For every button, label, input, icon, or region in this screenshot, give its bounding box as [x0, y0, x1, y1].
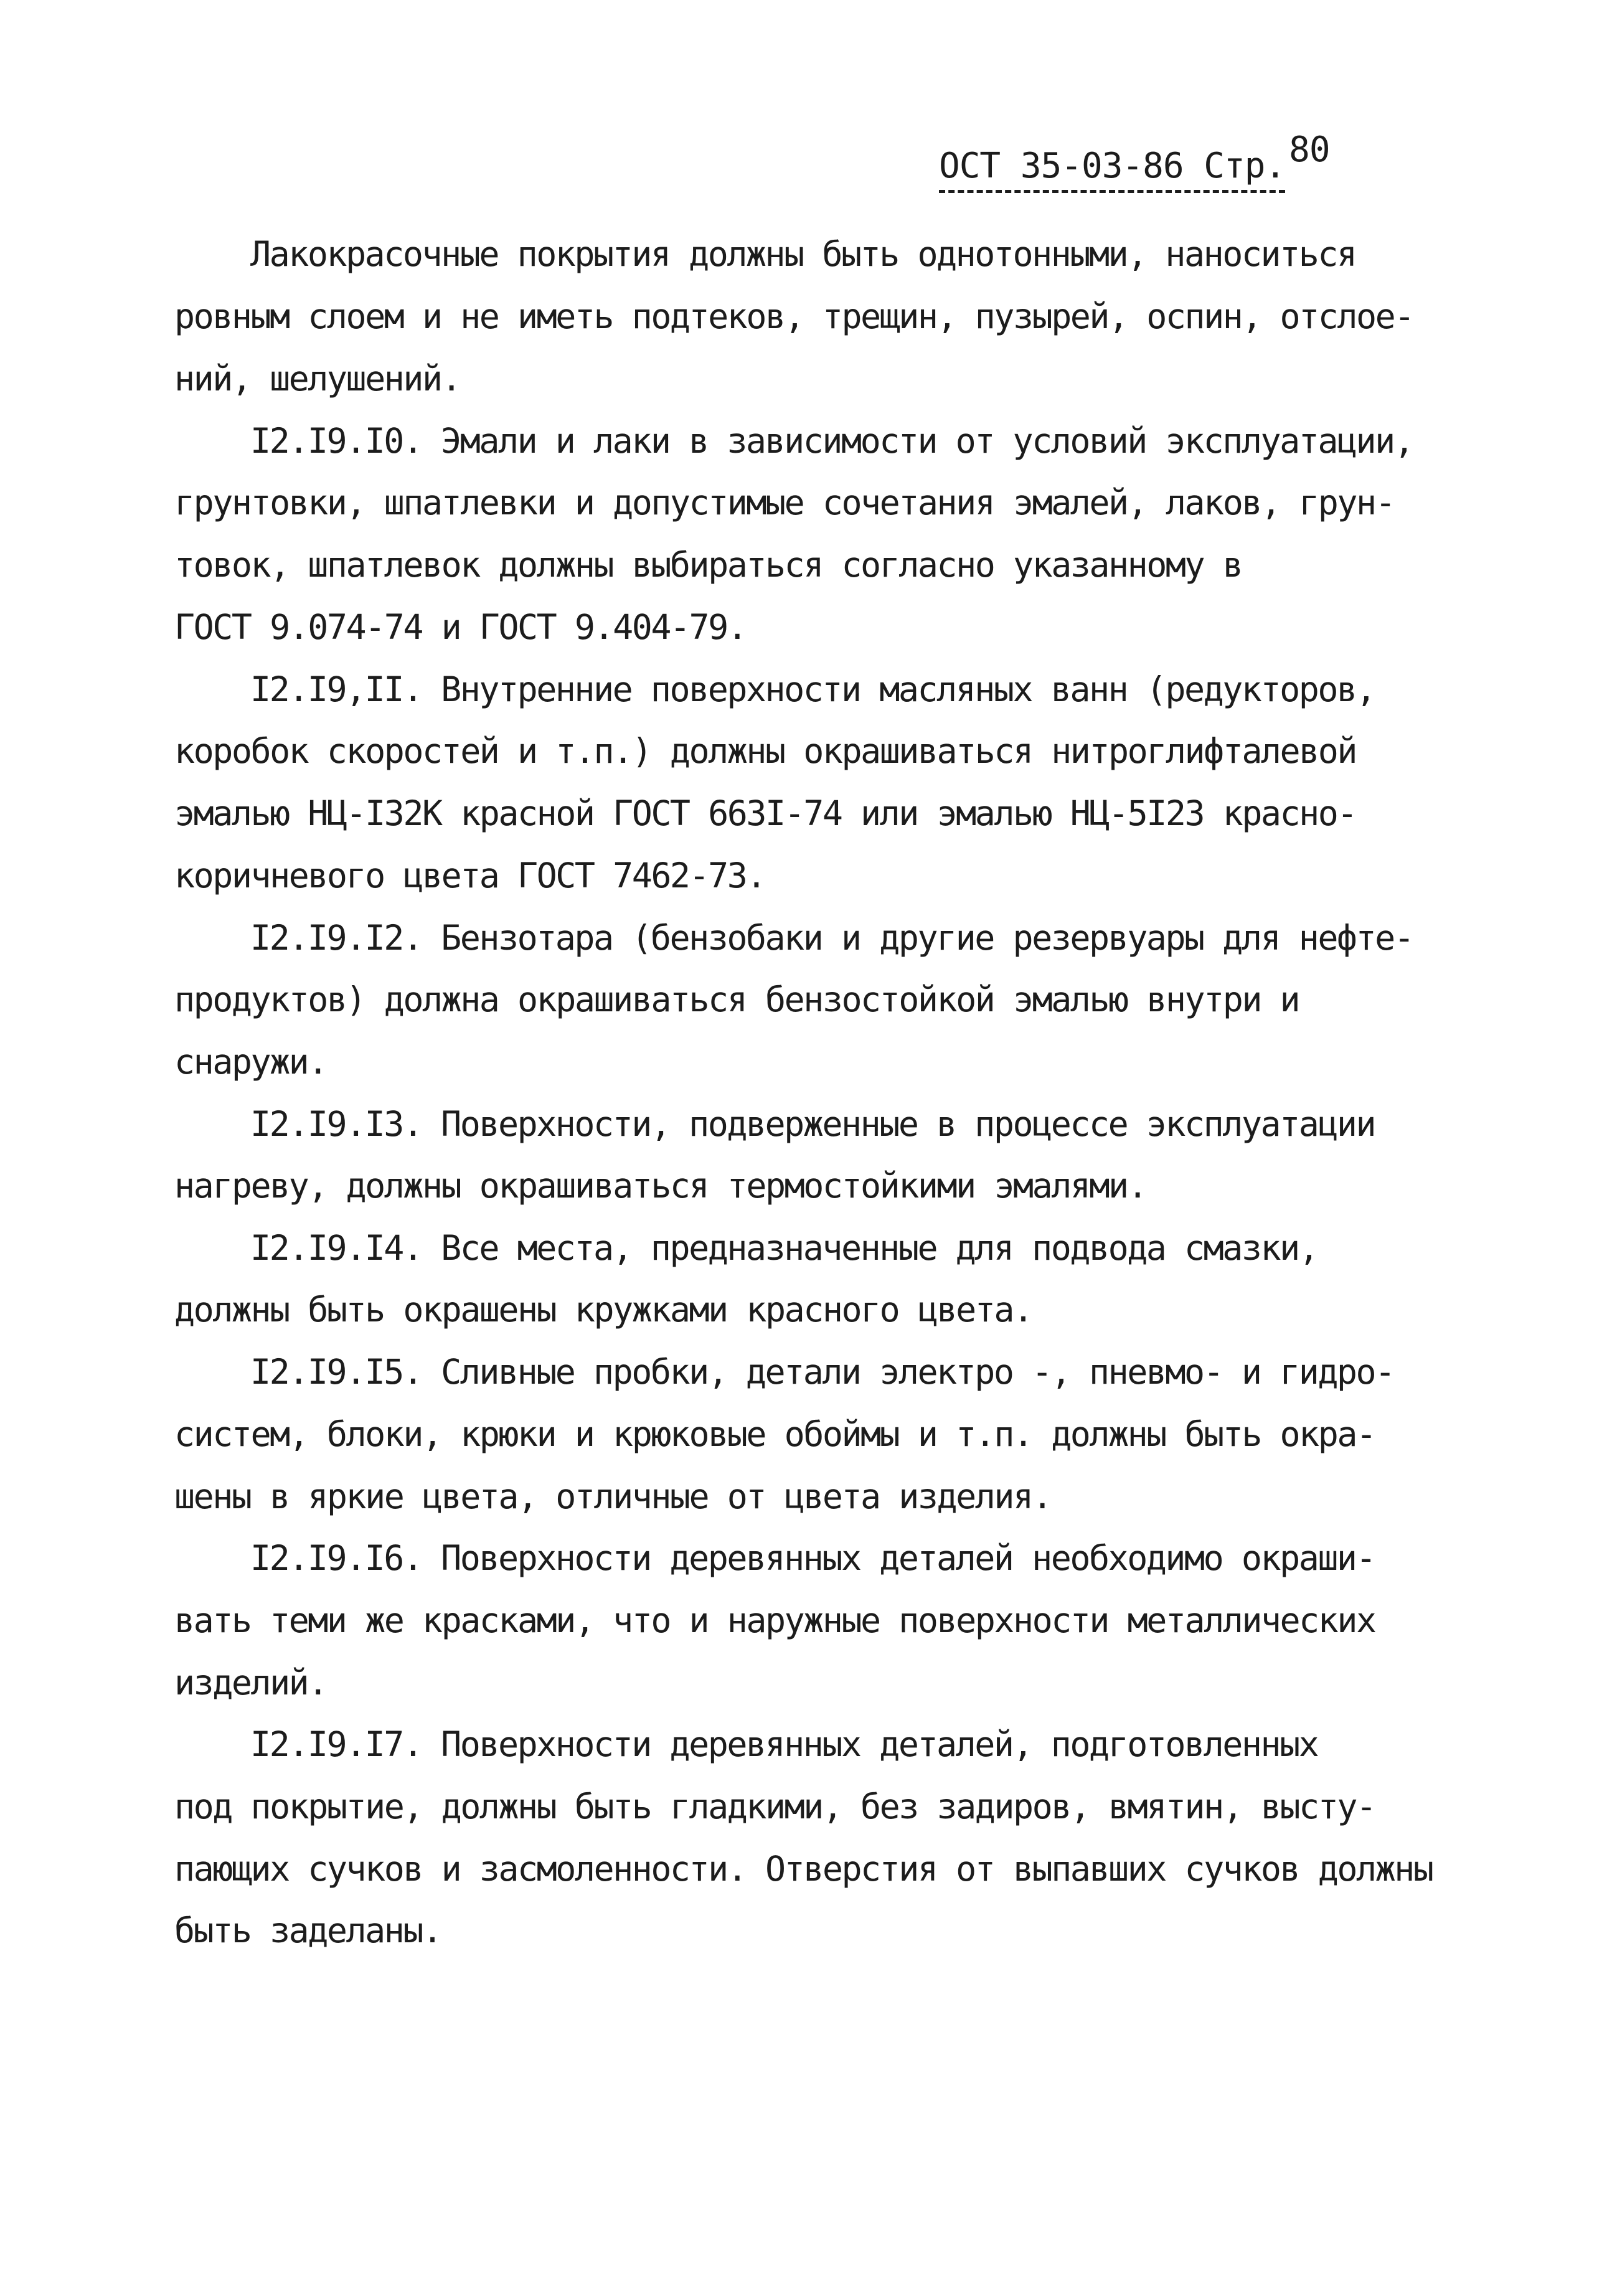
paragraph-line: нагреву, должны окрашиваться термостойкими эмалями.: [174, 1166, 1147, 1206]
paragraph-line: коричневого цвета ГОСТ 7462-73.: [174, 856, 765, 895]
standard-code: ОСТ 35-03-86 Стр.: [939, 146, 1285, 193]
paragraph-line: эмалью НЦ-I32К красной ГОСТ 663I-74 или эмалью НЦ-5I23 красно-: [174, 793, 1356, 833]
clause-12-19-17: I2.I9.I7. Поверхности деревянных деталей, подготовленных: [250, 1724, 1318, 1764]
paragraph-line: товок, шпатлевок должны выбираться согласно указанному в: [174, 545, 1242, 585]
clause-12-19-11: I2.I9,II. Внутренние поверхности масляных ванн (редукторов,: [250, 669, 1375, 709]
clause-12-19-14: I2.I9.I4. Все места, предназначенные для подвода смазки,: [250, 1228, 1318, 1268]
paragraph-line: коробок скоростей и т.п.) должны окрашиваться нитроглифталевой: [174, 731, 1356, 771]
paragraph-line: Лакокрасочные покрытия должны быть однотонными, наноситься: [250, 234, 1356, 274]
paragraph-line: изделий.: [174, 1663, 327, 1703]
paragraph-line: ГОСТ 9.074-74 и ГОСТ 9.404-79.: [174, 607, 747, 647]
clause-12-19-16: I2.I9.I6. Поверхности деревянных деталей необходимо окраши-: [250, 1538, 1375, 1578]
paragraph-line: вать теми же красками, что и наружные поверхности металлических: [174, 1600, 1375, 1640]
paragraph-line: быть заделаны.: [174, 1911, 441, 1950]
page-number: 80: [1289, 130, 1330, 170]
clause-12-19-15: I2.I9.I5. Сливные пробки, детали электро -, пневмо- и гидро-: [250, 1352, 1394, 1392]
clause-12-19-13: I2.I9.I3. Поверхности, подверженные в процессе эксплуатации: [250, 1104, 1375, 1144]
paragraph-line: снаружи.: [174, 1042, 327, 1082]
paragraph-line: продуктов) должна окрашиваться бензостойкой эмалью внутри и: [174, 980, 1299, 1019]
paragraph-line: ровным слоем и не иметь подтеков, трещин, пузырей, оспин, отслое-: [174, 296, 1413, 336]
clause-12-19-10: I2.I9.I0. Эмали и лаки в зависимости от условий эксплуатации,: [250, 421, 1413, 461]
paragraph-line: ний, шелушений.: [174, 359, 461, 399]
paragraph-line: должны быть окрашены кружками красного цвета.: [174, 1290, 1032, 1330]
paragraph-line: грунтовки, шпатлевки и допустимые сочетания эмалей, лаков, грун-: [174, 483, 1395, 522]
paragraph-line: под покрытие, должны быть гладкими, без задиров, вмятин, высту-: [174, 1787, 1375, 1826]
page-header: [939, 130, 1330, 188]
paragraph-line: пающих сучков и засмоленности. Отверстия от выпавших сучков должны: [174, 1849, 1433, 1889]
paragraph-line: шены в яркие цвета, отличные от цвета изделия.: [174, 1476, 1052, 1516]
clause-12-19-12: I2.I9.I2. Бензотара (бензобаки и другие резервуары для нефте-: [250, 918, 1413, 958]
paragraph-line: систем, блоки, крюки и крюковые обоймы и т.п. должны быть окра-: [174, 1414, 1375, 1454]
